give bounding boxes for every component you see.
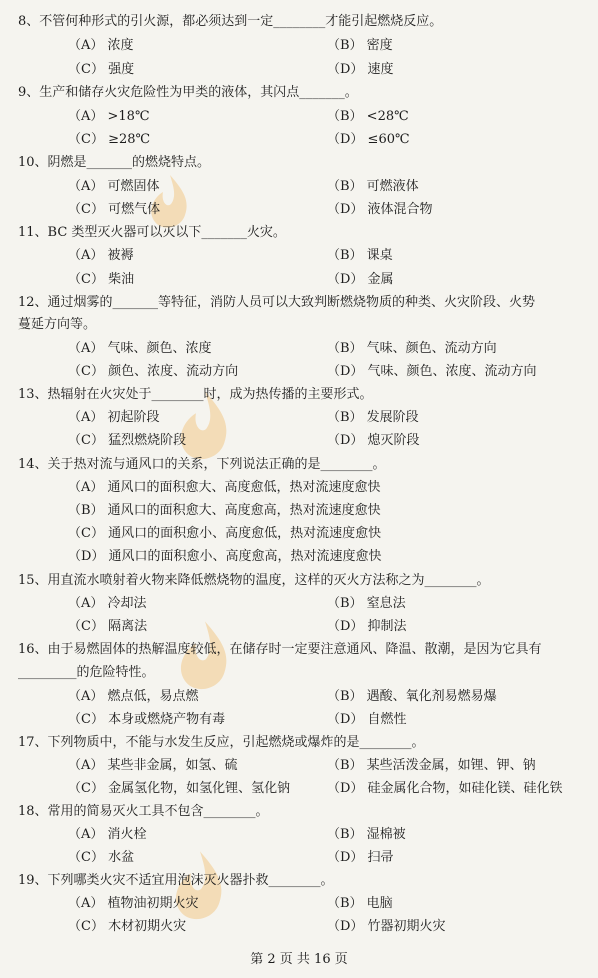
question-13-option-c: （C） 猛烈燃烧阶段 [68, 433, 187, 448]
question-14-option-d: （D） 通风口的面积愈小、高度愈高，热对流速度愈快 [68, 549, 382, 564]
question-19-option-d: （D） 竹器初期火灾 [327, 919, 446, 934]
page-number-footer: 第 2 页 共 16 页 [250, 952, 348, 967]
question-13-option-a: （A） 初起阶段 [68, 410, 160, 425]
question-11-option-a: （A） 被褥 [68, 248, 134, 263]
question-15-option-b: （B） 窒息法 [327, 596, 406, 611]
question-12-option-d: （D） 气味、颜色、浓度、流动方向 [327, 364, 537, 379]
question-18-option-a: （A） 消火栓 [68, 827, 147, 842]
question-12-stem-continued: 蔓延方向等。 [18, 317, 97, 332]
question-17-stem: 17、下列物质中，不能与水发生反应，引起燃烧或爆炸的是________。 [18, 735, 425, 750]
question-16-option-b: （B） 遇酸、氧化剂易燃易爆 [327, 689, 497, 704]
question-16-option-c: （C） 本身或燃烧产物有毒 [68, 712, 226, 727]
question-18-option-d: （D） 扫帚 [327, 850, 394, 865]
question-17-option-a: （A） 某些非金属，如氢、硫 [68, 758, 238, 773]
question-19-option-c: （C） 木材初期火灾 [68, 919, 187, 934]
question-13-option-b: （B） 发展阶段 [327, 410, 419, 425]
question-18-option-c: （C） 水盆 [68, 850, 135, 865]
question-16-option-a: （A） 燃点低，易点燃 [68, 689, 199, 704]
question-15-option-c: （C） 隔离法 [68, 619, 148, 634]
question-17-option-b: （B） 某些活泼金属，如锂、钾、钠 [327, 758, 536, 773]
question-10-option-a: （A） 可燃固体 [68, 179, 160, 194]
question-11-option-b: （B） 课桌 [327, 248, 393, 263]
question-18-option-b: （B） 湿棉被 [327, 827, 406, 842]
question-15-option-d: （D） 抑制法 [327, 619, 407, 634]
question-19-option-a: （A） 植物油初期火灾 [68, 896, 199, 911]
question-8-option-a: （A） 浓度 [68, 38, 134, 53]
question-19-stem: 19、下列哪类火灾不适宜用泡沫灭火器扑救________。 [18, 873, 334, 888]
question-9-stem: 9、生产和储存火灾危险性为甲类的液体，其闪点_______。 [18, 85, 358, 100]
question-16-option-d: （D） 自燃性 [327, 712, 407, 727]
question-14-option-a: （A） 通风口的面积愈大、高度愈低，热对流速度愈快 [68, 480, 381, 495]
question-12-option-c: （C） 颜色、浓度、流动方向 [68, 364, 239, 379]
question-11-option-d: （D） 金属 [327, 272, 394, 287]
question-12-option-a: （A） 气味、颜色、浓度 [68, 341, 212, 356]
question-13-stem: 13、热辐射在火灾处于________时，成为热传播的主要形式。 [18, 387, 373, 402]
question-16-stem-continued: _________的危险特性。 [18, 665, 155, 680]
question-14-stem: 14、关于热对流与通风口的关系，下列说法正确的是________。 [18, 457, 386, 472]
question-10-stem: 10、阴燃是_______的燃烧特点。 [18, 155, 211, 170]
question-8-stem: 8、不管何种形式的引火源，都必须达到一定________才能引起燃烧反应。 [18, 14, 443, 29]
question-9-option-a: （A） >18℃ [68, 109, 150, 124]
question-8-option-d: （D） 速度 [327, 62, 394, 77]
question-17-option-c: （C） 金属氢化物，如氢化锂、氢化钠 [68, 781, 291, 796]
question-14-option-b: （B） 通风口的面积愈大、高度愈高，热对流速度愈快 [68, 503, 381, 518]
question-9-option-d: （D） ≤60℃ [327, 132, 410, 147]
question-15-stem: 15、用直流水喷射着火物来降低燃烧物的温度，这样的灭火方法称之为________。 [18, 573, 490, 588]
question-8-option-c: （C） 强度 [68, 62, 135, 77]
question-12-option-b: （B） 气味、颜色、流动方向 [327, 341, 497, 356]
question-17-option-d: （D） 硅金属化合物，如硅化镁、硅化铁 [327, 781, 563, 796]
question-11-stem: 11、BC 类型灭火器可以灭以下_______火灾。 [18, 225, 286, 240]
question-12-stem: 12、通过烟雾的_______等特征，消防人员可以大致判断燃烧物质的种类、火灾阶段、火势 [18, 295, 536, 310]
question-10-option-d: （D） 液体混合物 [327, 202, 433, 217]
question-11-option-c: （C） 柴油 [68, 272, 135, 287]
question-16-stem: 16、由于易燃固体的热解温度较低，在储存时一定要注意通风、降温、散潮，是因为它具有 [18, 642, 542, 657]
question-14-option-c: （C） 通风口的面积愈小、高度愈低，热对流速度愈快 [68, 526, 382, 541]
question-18-stem: 18、常用的简易灭火工具不包含________。 [18, 804, 269, 819]
question-8-option-b: （B） 密度 [327, 38, 393, 53]
question-15-option-a: （A） 冷却法 [68, 596, 147, 611]
question-10-option-b: （B） 可燃液体 [327, 179, 419, 194]
question-13-option-d: （D） 熄灭阶段 [327, 433, 420, 448]
question-19-option-b: （B） 电脑 [327, 896, 393, 911]
question-10-option-c: （C） 可燃气体 [68, 202, 161, 217]
question-9-option-b: （B） <28℃ [327, 109, 409, 124]
question-9-option-c: （C） ≥28℃ [68, 132, 151, 147]
